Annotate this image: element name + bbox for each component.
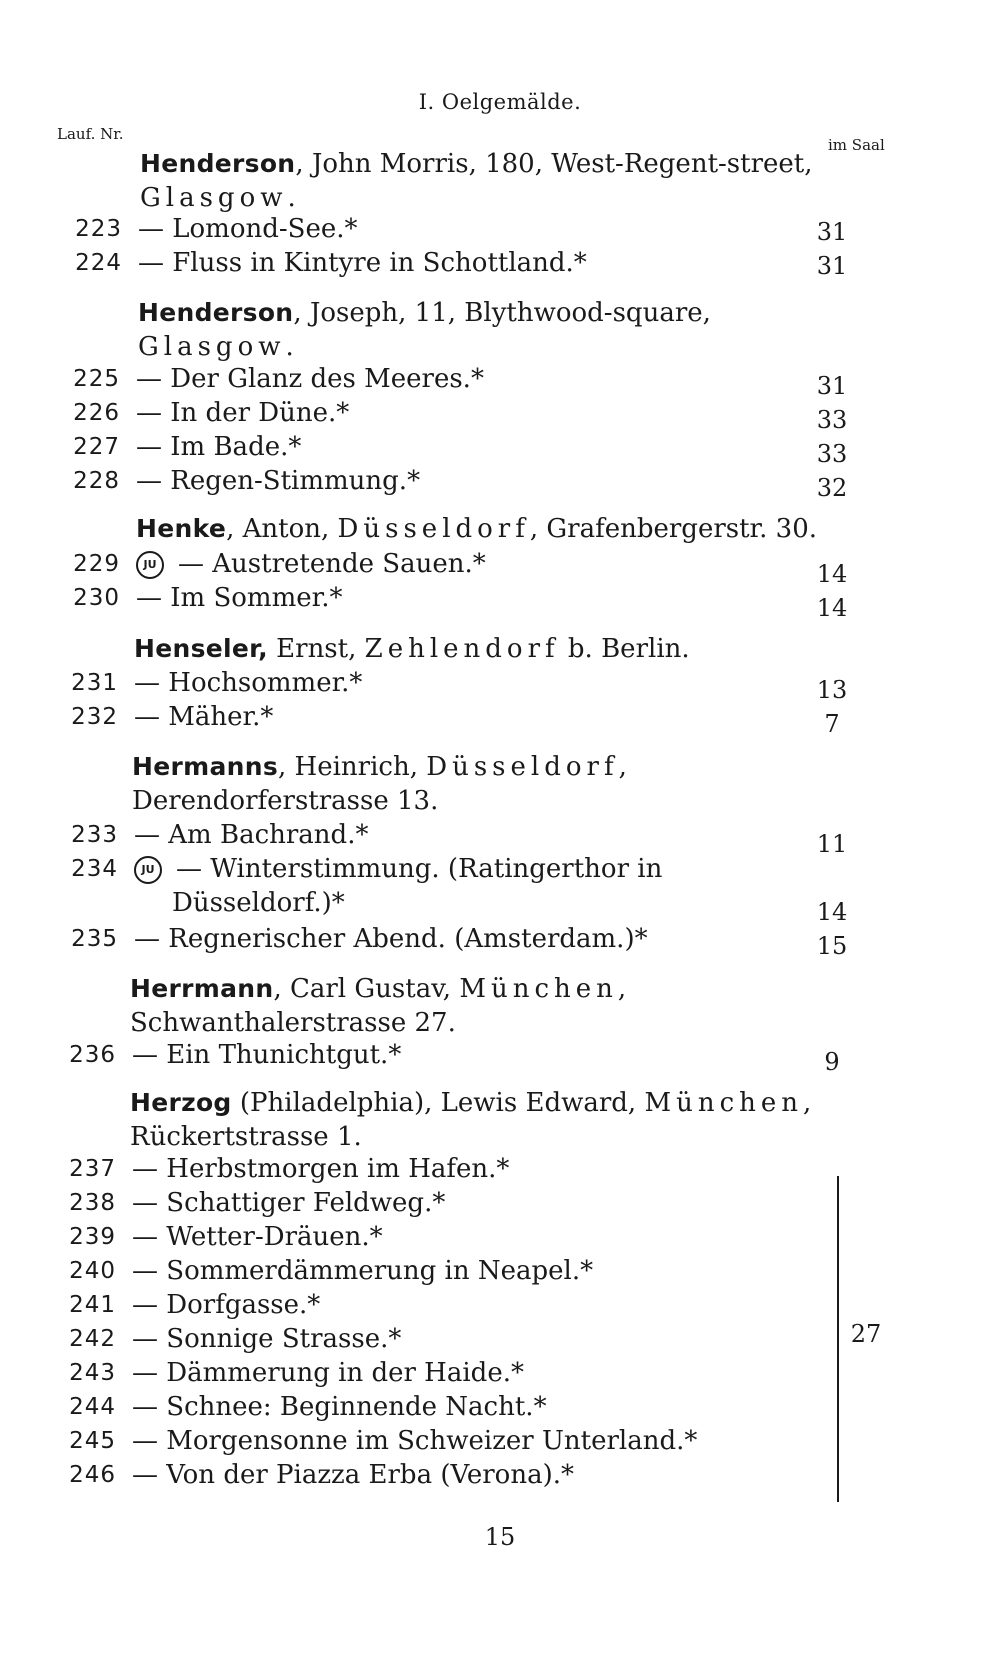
room-number: 31 bbox=[816, 372, 848, 400]
catalog-number: 245 bbox=[69, 1428, 116, 1454]
artist-city: Glasgow bbox=[140, 183, 288, 213]
catalog-number: 238 bbox=[69, 1190, 116, 1216]
catalog-number: 224 bbox=[75, 250, 122, 276]
work-title: Im Sommer.* bbox=[170, 583, 343, 613]
work-title: Schattiger Feldweg.* bbox=[166, 1188, 446, 1218]
work-title: Fluss in Kintyre in Schottland.* bbox=[172, 248, 587, 278]
artist-entry bbox=[136, 512, 856, 546]
artist-entry bbox=[134, 632, 854, 666]
catalog-row: 230 — Im Sommer.* bbox=[56, 581, 856, 615]
work-title: Im Bade.* bbox=[170, 432, 302, 462]
work-title: Sommerdämmerung in Neapel.* bbox=[166, 1256, 594, 1286]
catalog-row: 239 — Wetter-Dräuen.* bbox=[52, 1220, 832, 1254]
catalog-row: 236 — Ein Thunichtgut.* bbox=[52, 1038, 852, 1072]
artist-details-end: , Schwanthalerstrasse 27. bbox=[130, 974, 627, 1038]
catalog-row: 227 — Im Bade.* bbox=[56, 430, 856, 464]
catalog-row: 235 — Regnerischer Abend. (Amsterdam.)* bbox=[54, 922, 854, 956]
room-number: 14 bbox=[816, 898, 848, 926]
catalog-number: 231 bbox=[71, 670, 118, 696]
catalog-row: 224 — Fluss in Kintyre in Schottland.* bbox=[58, 246, 858, 280]
artist-entry bbox=[138, 296, 828, 364]
room-number: 32 bbox=[816, 474, 848, 502]
catalog-number: 227 bbox=[73, 434, 120, 460]
work-title: Regnerischer Abend. (Amsterdam.)* bbox=[168, 924, 648, 954]
catalog-row: 226 — In der Düne.* bbox=[56, 396, 856, 430]
catalog-number: 236 bbox=[69, 1042, 116, 1068]
work-title: Von der Piazza Erba (Verona).* bbox=[166, 1460, 574, 1490]
room-number: 33 bbox=[816, 440, 848, 468]
ju-badge-icon: JU bbox=[134, 856, 162, 884]
catalog-row: 225 — Der Glanz des Meeres.* bbox=[56, 362, 856, 396]
artist-details: (Philadelphia), Lewis Edward, bbox=[231, 1088, 645, 1118]
catalog-row: 223 — Lomond-See.* bbox=[58, 212, 858, 246]
catalog-number: 228 bbox=[73, 468, 120, 494]
room-number: 31 bbox=[816, 218, 848, 246]
work-title: Winterstimmung. (Ratingerthor in Düsseldorf.)* bbox=[172, 854, 663, 918]
catalog-number: 242 bbox=[69, 1326, 116, 1352]
catalog-number: 234 bbox=[71, 856, 118, 882]
ju-badge-icon: JU bbox=[136, 551, 164, 579]
catalog-row: 243 — Dämmerung in der Haide.* bbox=[52, 1356, 832, 1390]
catalog-row: 241 — Dorfgasse.* bbox=[52, 1288, 832, 1322]
artist-city: München bbox=[459, 974, 618, 1004]
artist-city: Düsseldorf bbox=[337, 514, 530, 544]
artist-entry bbox=[130, 972, 830, 1040]
page-number: 15 bbox=[484, 1523, 516, 1551]
catalog-number: 225 bbox=[73, 366, 120, 392]
catalog-row: 240 — Sommerdämmerung in Neapel.* bbox=[52, 1254, 832, 1288]
artist-details-end: , Grafenbergerstr. 30. bbox=[529, 514, 818, 544]
work-title: Mäher.* bbox=[168, 702, 274, 732]
artist-details: , John Morris, 180, West-Regent-street, bbox=[295, 149, 813, 179]
catalog-number: 232 bbox=[71, 704, 118, 730]
work-title: Dorfgasse.* bbox=[166, 1290, 321, 1320]
room-number: 7 bbox=[824, 710, 840, 738]
artist-name: Henseler, bbox=[134, 634, 268, 663]
catalog-number: 226 bbox=[73, 400, 120, 426]
catalog-row: 234 JU — Winterstimmung. (Ratingerthor in Düsseldorf.)* bbox=[54, 852, 834, 920]
catalog-number: 240 bbox=[69, 1258, 116, 1284]
artist-details-end: , Rückertstrasse 1. bbox=[130, 1088, 812, 1152]
catalog-row: 244 — Schnee: Beginnende Nacht.* bbox=[52, 1390, 832, 1424]
work-title: Am Bachrand.* bbox=[168, 820, 369, 850]
running-number-header: Lauf. Nr. bbox=[57, 125, 124, 143]
room-number: 33 bbox=[816, 406, 848, 434]
artist-name: Henderson bbox=[140, 149, 296, 178]
catalog-number: 237 bbox=[69, 1156, 116, 1182]
artist-name: Hermanns bbox=[132, 752, 279, 781]
room-number: 9 bbox=[824, 1048, 840, 1076]
work-title: In der Düne.* bbox=[170, 398, 350, 428]
catalog-number: 233 bbox=[71, 822, 118, 848]
artist-details: , Heinrich, bbox=[278, 752, 427, 782]
catalog-row: 231 — Hochsommer.* bbox=[54, 666, 854, 700]
artist-entry bbox=[130, 1086, 850, 1154]
artist-city: Düsseldorf bbox=[426, 752, 619, 782]
room-number: 14 bbox=[816, 560, 848, 588]
room-header: im Saal bbox=[828, 136, 885, 154]
catalog-row: 238 — Schattiger Feldweg.* bbox=[52, 1186, 832, 1220]
catalog-number: 229 bbox=[73, 551, 120, 577]
work-title: Wetter-Dräuen.* bbox=[166, 1222, 383, 1252]
work-title: Schnee: Beginnende Nacht.* bbox=[166, 1392, 547, 1422]
catalog-row: 245 — Morgensonne im Schweizer Unterland.* bbox=[52, 1424, 832, 1458]
work-title: Regen-Stimmung.* bbox=[170, 466, 421, 496]
catalog-number: 241 bbox=[69, 1292, 116, 1318]
catalog-row: 237 — Herbstmorgen im Hafen.* bbox=[52, 1152, 832, 1186]
catalog-number: 230 bbox=[73, 585, 120, 611]
artist-city: München bbox=[644, 1088, 804, 1118]
catalog-row: 228 — Regen-Stimmung.* bbox=[56, 464, 856, 498]
catalog-number: 235 bbox=[71, 926, 118, 952]
work-title: Herbstmorgen im Hafen.* bbox=[166, 1154, 510, 1184]
work-title: Hochsommer.* bbox=[168, 668, 363, 698]
artist-details: , Anton, bbox=[226, 514, 338, 544]
room-number: 31 bbox=[816, 252, 848, 280]
artist-details: , Joseph, 11, Blythwood-square, bbox=[293, 298, 711, 328]
work-title: Der Glanz des Meeres.* bbox=[170, 364, 484, 394]
room-number: 15 bbox=[816, 932, 848, 960]
catalog-number: 243 bbox=[69, 1360, 116, 1386]
artist-name: Herzog bbox=[130, 1088, 232, 1117]
artist-details-end: . bbox=[285, 332, 294, 362]
artist-city: Zehlendorf bbox=[364, 634, 560, 664]
work-title: Ein Thunichtgut.* bbox=[166, 1040, 402, 1070]
catalog-row: 242 — Sonnige Strasse.* bbox=[52, 1322, 832, 1356]
artist-name: Henke bbox=[136, 514, 227, 543]
work-title: Morgensonne im Schweizer Unterland.* bbox=[166, 1426, 698, 1456]
artist-city: Glasgow bbox=[138, 332, 286, 362]
group-bracket-line bbox=[837, 1176, 839, 1502]
artist-details-end: b. Berlin. bbox=[559, 634, 690, 664]
catalog-row: 233 — Am Bachrand.* bbox=[54, 818, 854, 852]
artist-details-end: , Derendorferstrasse 13. bbox=[132, 752, 627, 816]
artist-details: , Carl Gustav, bbox=[273, 974, 460, 1004]
catalog-row: 246 — Von der Piazza Erba (Verona).* bbox=[52, 1458, 832, 1492]
artist-name: Henderson bbox=[138, 298, 294, 327]
work-title: Lomond-See.* bbox=[172, 214, 358, 244]
catalog-row: 229 JU — Austretende Sauen.* bbox=[56, 547, 856, 581]
work-title: Sonnige Strasse.* bbox=[166, 1324, 402, 1354]
catalog-row: 232 — Mäher.* bbox=[54, 700, 854, 734]
catalog-number: 246 bbox=[69, 1462, 116, 1488]
artist-details: Ernst, bbox=[267, 634, 365, 664]
room-number: 11 bbox=[816, 830, 848, 858]
room-number: 13 bbox=[816, 676, 848, 704]
artist-details-end: . bbox=[287, 183, 296, 213]
artist-entry bbox=[132, 750, 832, 818]
group-room-number: 27 bbox=[850, 1320, 882, 1348]
artist-name: Herrmann bbox=[130, 974, 274, 1003]
catalog-number: 223 bbox=[75, 216, 122, 242]
catalog-number: 239 bbox=[69, 1224, 116, 1250]
catalog-number: 244 bbox=[69, 1394, 116, 1420]
artist-entry bbox=[140, 147, 840, 215]
room-number: 14 bbox=[816, 594, 848, 622]
work-title: Austretende Sauen.* bbox=[212, 549, 486, 579]
work-title: Dämmerung in der Haide.* bbox=[166, 1358, 524, 1388]
section-title: I. Oelgemälde. bbox=[418, 90, 582, 114]
